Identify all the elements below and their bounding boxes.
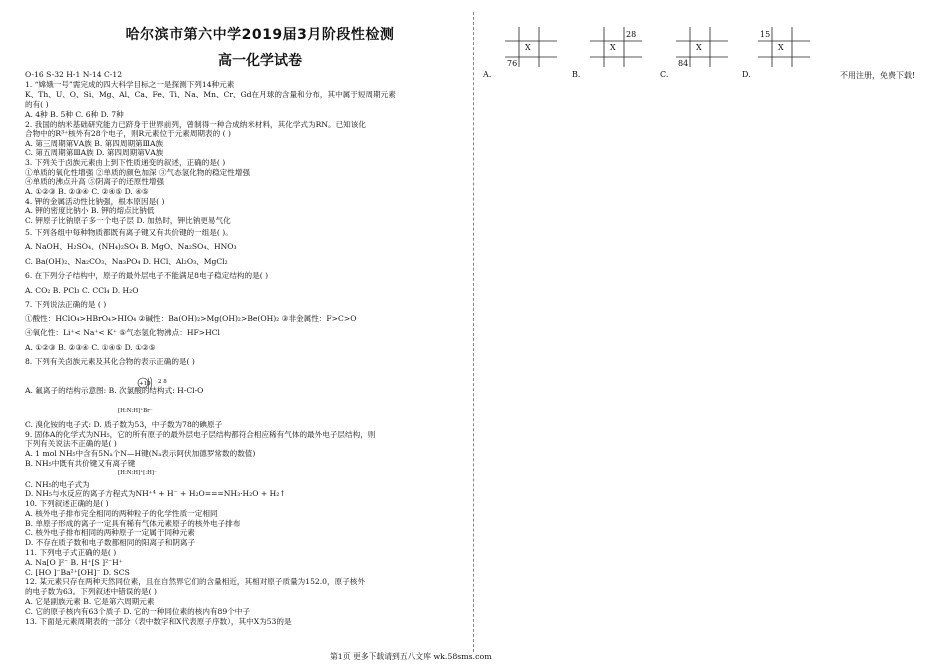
nh4br-electron-formula: [H:N:H]⁺Br⁻ <box>118 408 153 414</box>
question-line: K、Th、U、O、Si、Mg、Al、Ca、Fe、Ti、Na、Mn、Cr、Gd在月球的含量和分布，其中属于短周期元素 <box>25 90 396 99</box>
question-line: A. Na[O ]²⁻ B. H⁺[S ]²⁻H⁺ <box>25 558 123 567</box>
question-line: ④单质的沸点升高 ⑤阴离子的还原性增强 <box>25 177 165 186</box>
question-line: 3. 下列关于卤族元素由上到下性质递变的叙述，正确的是( ) <box>25 158 226 167</box>
question-line: 7. 下列说法正确的是 ( ) <box>25 300 107 309</box>
question-line: 12. 某元素只存在两种天然同位素，且在自然界它们的含量相近，其相对原子质量为152.0，原子核外 <box>25 577 365 586</box>
question-line: C. [HO ]⁻Ba²⁺[OH]⁻ D. SCS <box>25 568 130 577</box>
question-line: B. 单原子形成的离子一定具有稀有气体元素原子的核外电子排布 <box>25 519 241 528</box>
page-footer: 第1页 更多下载请到五八文库 wk.58sms.com <box>330 652 492 661</box>
question-line: ①单质的氧化性增强 ②单质的颜色加深 ③气态氢化物的稳定性增强 <box>25 168 251 177</box>
grid-x-cell: X <box>778 43 784 52</box>
question-line: 6. 在下列分子结构中，原子的最外层电子不能满足8电子稳定结构的是( ) <box>25 271 269 280</box>
question-line: A. 1 mol NH₅中含有5Nₐ个N—H键(Nₐ表示阿伏加德罗常数的数值) <box>25 449 256 458</box>
question-line: C. 它的原子核内有63个质子 D. 它的一种同位素的核内有89个中子 <box>25 607 250 616</box>
question-line: 11. 下列电子式正确的是( ) <box>25 548 117 557</box>
grid-number-cell: 15 <box>760 30 771 39</box>
question-line: 8. 下列有关卤族元素及其化合物的表示正确的是( ) <box>25 357 195 366</box>
question-line: O-16 S-32 H-1 N-14 C-12 <box>25 70 123 79</box>
question-line: D. 不存在质子数和电子数都相同的阳离子和阴离子 <box>25 538 196 547</box>
question-line: ④氧化性：Li⁺< Na⁺< K⁺ ⑤气态氢化物沸点：HF>HCl <box>25 328 220 337</box>
question-line: C. 核外电子排布相同的两种原子一定属于同种元素 <box>25 528 195 537</box>
grid-number-cell: 84 <box>678 59 689 68</box>
question-line: 13. 下面是元素周期表的一部分（表中数字和X代表原子序数），其中X为53的是 <box>25 617 292 626</box>
question-line: ①酸性：HClO₄>HBrO₄>HIO₄ ②碱性：Ba(OH)₂>Mg(OH)₂>Be(OH)₂ ③非金属性：F>C>O <box>25 314 357 323</box>
question-line: D. NH₅与水反应的离子方程式为NH⁺⁴ + H⁻ + H₂O===NH₃·H₂O + H₂↑ <box>25 489 286 498</box>
grid-number-cell: 28 <box>626 30 637 39</box>
q13-option-d-grid <box>758 27 810 67</box>
grid-number-cell: 76 <box>507 59 518 68</box>
column-divider <box>473 12 474 652</box>
q13-option-a-grid <box>505 27 557 67</box>
question-line: A. ①②③ B. ②③④ C. ②④⑤ D. ④⑤ <box>25 187 149 196</box>
q13-option-c-grid <box>676 27 728 67</box>
grid-x-cell: X <box>525 43 531 52</box>
question-line: A. 它是副族元素 B. 它是第六周期元素 <box>25 597 155 606</box>
q13-option-d-label: D. <box>742 70 751 79</box>
question-line: C. 第五周期第ⅢA族 D. 第四周期第ⅤA族 <box>25 148 164 157</box>
question-line: C. Ba(OH)₂、Na₂CO₃、Na₃PO₄ D. HCl、Al₂O₃、MgCl₂ <box>25 257 228 266</box>
q13-option-b-label: B. <box>572 70 581 79</box>
question-line: 9. 固体A的化学式为NH₅，它的所有原子的最外层电子层结构都符合相应稀有气体的最外电子层结构，则 <box>25 430 376 439</box>
question-line: 1. “嫦娥一号”需完成的四大科学目标之一是探测下列14种元素 <box>25 80 235 89</box>
question-line: C. 钾原子比钠原子多一个电子层 D. 加热时，钾比钠更易气化 <box>25 216 231 225</box>
question-line: A. 4种 B. 5种 C. 6种 D. 7种 <box>25 110 124 119</box>
q13-option-a-label: A. <box>483 70 492 79</box>
question-line: A. CO₂ B. PCl₃ C. CCl₄ D. H₂O <box>25 286 139 295</box>
exam-title: 哈尔滨市第六中学2019届3月阶段性检测 <box>125 27 395 43</box>
grid-x-cell: X <box>610 43 616 52</box>
question-line: 4. 钾的金属活动性比钠强，根本原因是( ) <box>25 197 165 206</box>
q13-option-b-grid <box>590 27 642 67</box>
question-line: B. NH₅中既有共价键又有离子键 <box>25 459 136 468</box>
question-line: 10. 下列叙述正确的是( ) <box>25 499 109 508</box>
nh5-electron-formula: [H:N:H]⁺[:H]⁻ <box>118 470 157 476</box>
grid-x-cell: X <box>696 43 702 52</box>
question-line: 5. 下列各组中每种物质都既有离子键又有共价键的一组是( )。 <box>25 228 233 237</box>
question-line: C. NH₅的电子式为 <box>25 480 90 489</box>
question-line: 的有( ) <box>25 100 49 109</box>
question-line: 合物中的R³⁺核外有28个电子，则R元素位于元素周期表的 ( ) <box>25 129 231 138</box>
question-line: A. NaOH、H₂SO₄、(NH₄)₂SO₄ B. MgO、Na₂SO₄、HNO₃ <box>25 242 237 251</box>
question-line: A. 氟离子的结构示意图: B. 次氯酸的结构式: H-Cl-O <box>25 386 204 395</box>
bohr-shell-numbers: 2 8 <box>158 379 167 385</box>
free-download-note: 不用注册，免费下载! <box>840 71 916 80</box>
q13-option-c-label: C. <box>660 70 669 79</box>
question-line: 的电子数为63。下列叙述中错误的是( ) <box>25 587 157 596</box>
question-line: A. 第三周期第ⅤA族 B. 第四周期第ⅢA族 <box>25 139 164 148</box>
exam-subtitle: 高一化学试卷 <box>218 53 302 69</box>
question-line: C. 溴化铵的电子式: D. 质子数为53，中子数为78的碘原子 <box>25 420 223 429</box>
question-line: A. 钾的密度比钠小 B. 钾的熔点比钠低 <box>25 206 155 215</box>
question-line: A. ①②③ B. ②③④ C. ①④⑤ D. ①②⑤ <box>25 343 156 352</box>
bohr-nucleus-charge: +10 <box>139 381 151 387</box>
question-line: 2. 我国的纳米基础研究能力已跻身于世界前列，曾制得一种合成纳米材料，其化学式为RN。已知该化 <box>25 120 366 129</box>
question-line: 下列有关说法不正确的是( ) <box>25 439 117 448</box>
question-line: A. 核外电子排布完全相同的两种粒子的化学性质一定相同 <box>25 509 218 518</box>
